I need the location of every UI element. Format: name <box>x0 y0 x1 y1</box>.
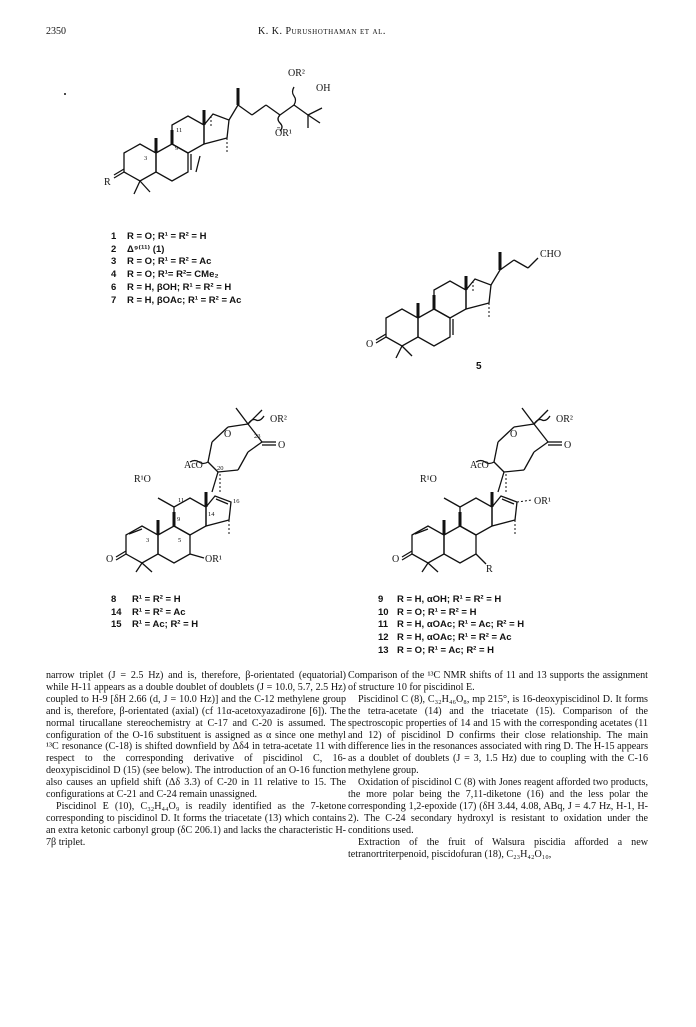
paragraph: narrow triplet (J = 2.5 Hz) and is, therefore, β-orientated (equatorial) while H-11 appears as a double doublet of doublets (J = 10.0, 5.7, 2.5 Hz) coupled to H-9 [δH 2.66 (d, J = 10.0 Hz)] and the C-12 methylene group and is, therefore, β-orientated (axial) (cf 11α-acetoxyazadirone [6]). The normal tirucallane stereochemistry at C-17 and C-20 is assumed. The configuration of the O-16 substituent is assigned as α since one methyl ¹³C resonance (C-18) is shifted downfield by Δδ4 in tetra-acetate 11 with respect to the corresponding derivative of piscidinol C, 16-deoxypiscidinol D (15) (see below). The introduction of an O-16 function also causes an upfield shift (Δδ 3.3) of C-20 in 11 relative to 15. The configurations at C-21 and C-24 remain unassigned. <box>46 670 346 801</box>
compound-row: 3 R = O; R¹ = R² = Ac <box>111 256 212 268</box>
stray-dot <box>64 93 66 95</box>
compound-row: 11 R = H, αOAc; R¹ = Ac; R² = H <box>378 619 525 631</box>
left-column <box>46 670 346 849</box>
s1-or2-label: OR² <box>288 68 305 79</box>
s8-o-ring-label: O <box>224 429 232 440</box>
s8-o-enone-label: O <box>106 554 114 565</box>
s8-c20-label: 20 <box>217 465 224 472</box>
structure-8 <box>106 392 332 572</box>
running-head-text: K. K. Purushothaman et al. <box>258 26 386 37</box>
compound-row: 4 R = O; R¹= R²= CMe₂ <box>111 269 219 281</box>
compound-row: 10 R = O; R¹ = R² = H <box>378 606 477 618</box>
s9-o-ket-label: O <box>564 440 572 451</box>
s8-c14-label: 14 <box>208 511 215 518</box>
s8-or1-label: OR¹ <box>205 554 222 565</box>
s9-r1o-label: R¹O <box>420 474 437 485</box>
compound-list-1-7 <box>111 231 241 307</box>
s8-aco-label: AcO <box>184 460 203 471</box>
right-column <box>348 670 648 861</box>
s8-c11-label: 11 <box>178 497 185 504</box>
compound-5-number: 5 <box>476 361 482 372</box>
compound-row: 6 R = H, βOH; R¹ = R² = H <box>111 281 232 293</box>
s8-c16-label: 16 <box>233 498 240 505</box>
compound-row: 8 R¹ = R² = H <box>111 594 181 605</box>
s1-c11-label: 11 <box>176 127 183 134</box>
compound-row: 2 Δ⁹⁽¹¹⁾ (1) <box>111 243 165 255</box>
compound-row: 9 R = H, αOH; R¹ = R² = H <box>378 594 502 605</box>
s1-r-label: R <box>104 177 111 188</box>
s1-oh-label: OH <box>316 83 331 94</box>
compound-list-8-15 <box>111 594 198 632</box>
paragraph: Extraction of the fruit of Walsura piscidia afforded a new tetranortriterpenoid, piscidofuran (18), C₂₃H₄₂O₁₀, <box>348 836 648 860</box>
s8-c5-label: 5 <box>178 537 182 544</box>
s9-o-enone-label: O <box>392 554 400 565</box>
paragraph: Piscidinol C (8), C₃₂H₄₆O₈, mp 215°, is 16-deoxypiscidinol D. It forms the tetra-acetate (14) and the triacetate (15). Comparison of the spectroscopic properties of 14 and 15 with the corresponding acetates (11 and 12) of piscidinol D confirms their close relationship. The main difference lies in the resonances associated with ring D. The H-15 appears as a doublet of doublets (J = 3, 1.5 Hz) due to coupling with the C-16 methylene group. <box>348 693 648 777</box>
page-number: 2350 <box>46 26 66 37</box>
paragraph: Piscidinol E (10), C₃₂H₄₄O₉ is readily identified as the 7-ketone corresponding to piscidinol D. It forms the triacetate (13) which contains an extra ketonic carbonyl group (δC 206.1) and lacks the characteristic H-7β triplet. <box>46 800 346 848</box>
s9-o-ring-label: O <box>510 429 518 440</box>
s8-c3-label: 3 <box>146 537 150 544</box>
s1-c3-label: 3 <box>144 155 148 162</box>
s8-o-ket-label: O <box>278 440 286 451</box>
compound-row: 14 R¹ = R² = Ac <box>111 606 186 618</box>
s8-c9-label: 9 <box>177 516 181 523</box>
s8-c23-label: 23 <box>254 433 261 440</box>
s9-aco-label: AcO <box>470 460 489 471</box>
s5-o-label: O <box>366 339 374 350</box>
structure-9 <box>392 392 618 575</box>
structure-1 <box>104 58 360 228</box>
s1-c9-label: 9 <box>175 145 179 152</box>
s1-or1-label: ŌR¹ <box>275 128 292 139</box>
compound-row: 7 R = H, βOAc; R¹ = R² = Ac <box>111 294 242 306</box>
s5-cho-label: CHO <box>540 249 562 260</box>
compound-list-9-13 <box>378 594 524 658</box>
s9-r-label: R <box>486 564 493 575</box>
running-head <box>258 26 386 37</box>
compound-row: 1 R = O; R¹ = R² = H <box>111 231 207 242</box>
compound-row: 12 R = H, αOAc; R¹ = R² = Ac <box>378 632 512 644</box>
structure-5 <box>366 240 592 360</box>
s9-or2-label: OR² <box>556 414 573 425</box>
paragraph: Comparison of the ¹³C NMR shifts of 11 and 13 supports the assignment of structure 10 for piscidinol E. <box>348 670 648 693</box>
compound-row: 13 R = O; R¹ = Ac; R² = H <box>378 644 495 656</box>
s9-or1-label: OR¹ <box>534 496 551 507</box>
s8-r1o-label: R¹O <box>134 474 151 485</box>
paragraph: Oxidation of piscidinol C (8) with Jones reagent afforded two products, the more polar being the 7,11-diketone (16) and the less polar the corresponding 1,2-epoxide (17) (δH 3.44, 4.08, ABq, J = 4.7 Hz, H-1, H-2). The C-24 secondary hydroxyl is resistant to oxidation under the conditions used. <box>348 777 648 836</box>
s8-or2-label: OR² <box>270 414 287 425</box>
compound-row: 15 R¹ = Ac; R² = H <box>111 619 199 631</box>
